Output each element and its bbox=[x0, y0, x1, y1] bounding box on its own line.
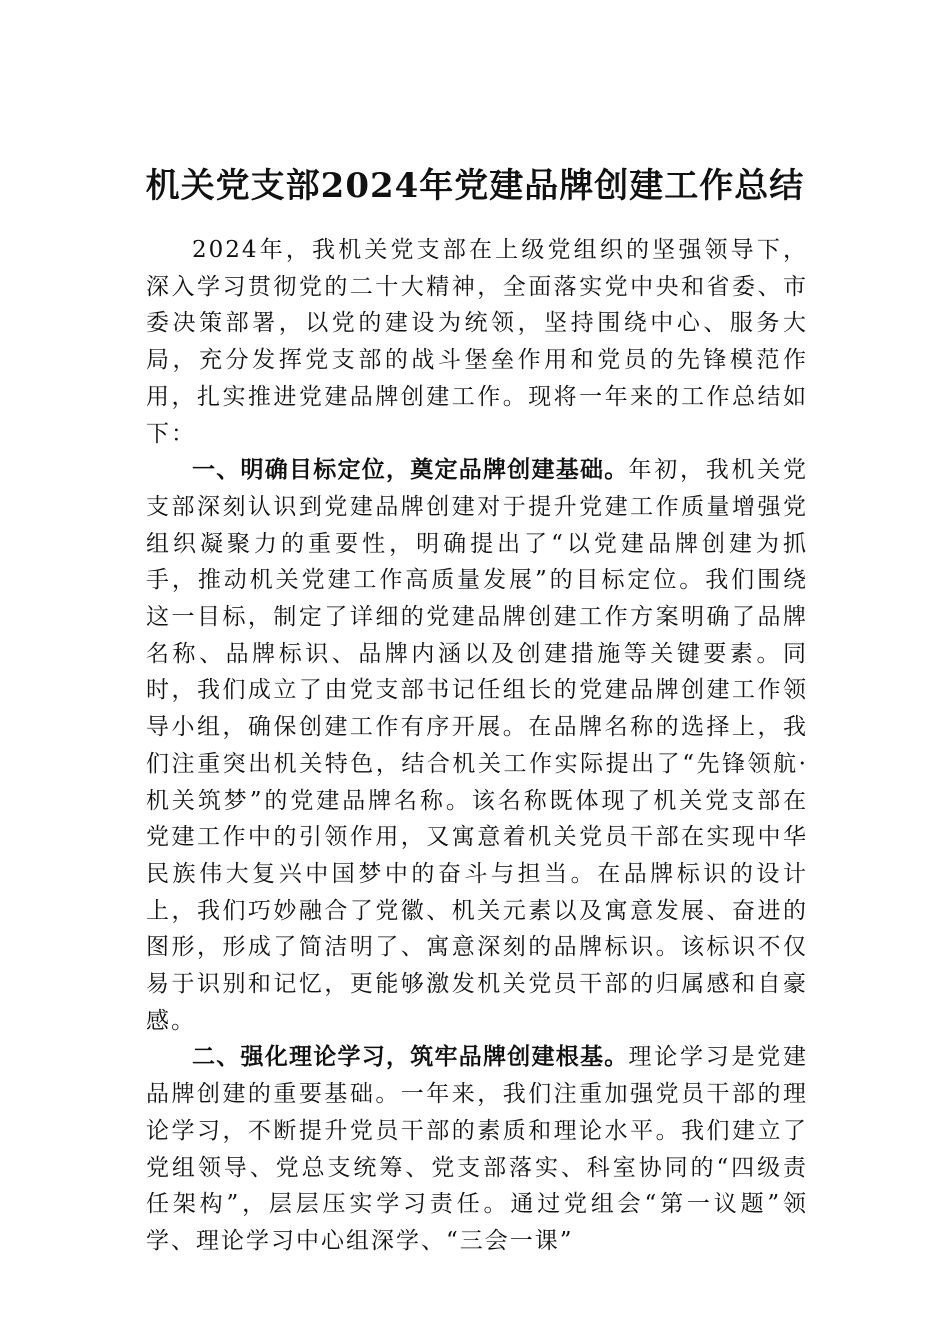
document-body bbox=[146, 232, 808, 1260]
document-title: 机关党支部2024年党建品牌创建工作总结 bbox=[145, 166, 805, 206]
paragraph-text: 年初，我机关党支部深刻认识到党建品牌创建对于提升党建工作质量增强党组织凝聚力的重要性，明确提出了“以党建品牌创建为抓手，推动机关党建工作高质量发展”的目标定位。我们围绕这一目标，制定了详细的党建品牌创建工作方案明确了品牌名称、品牌标识、品牌内涵以及创建措施等关键要素。同时，我们成立了由党支部书记任组长的党建品牌创建工作领导小组，确保创建工作有序开展。在品牌名称的选择上，我们注重突出机关特色，结合机关工作实际提出了“先锋领航·机关筑梦”的党建品牌名称。该名称既体现了机关党支部在党建工作中的引领作用，又寓意着机关党员干部在实现中华民族伟大复兴中国梦中的奋斗与担当。在品牌标识的设计上，我们巧妙融合了党徽、机关元素以及寓意发展、奋进的图形，形成了简洁明了、寓意深刻的品牌标识。该标识不仅易于识别和记忆，更能够激发机关党员干部的归属感和自豪感。 bbox=[146, 457, 808, 1034]
paragraph-section-2 bbox=[146, 1039, 808, 1259]
section-heading-1: 一、明确目标定位，奠定品牌创建基础。 bbox=[192, 457, 629, 484]
paragraph-text: 理论学习是党建品牌创建的重要基础。一年来，我们注重加强党员干部的理论学习，不断提升党员干部的素质和理论水平。我们建立了党组领导、党总支统筹、党支部落实、科室协同的“四级责任架构”，层层压实学习责任。通过党组会“第一议题”领学、理论学习中心组深学、“三会一课” bbox=[146, 1044, 808, 1254]
paragraph-section-1 bbox=[146, 452, 808, 1039]
section-heading-2: 二、强化理论学习，筑牢品牌创建根基。 bbox=[192, 1044, 629, 1071]
paragraph-intro bbox=[146, 232, 808, 452]
paragraph-text: 2024年，我机关党支部在上级党组织的坚强领导下，深入学习贯彻党的二十大精神，全面落实党中央和省委、市委决策部署，以党的建设为统领，坚持围绕中心、服务大局，充分发挥党支部的战斗堡垒作用和党员的先锋模范作用，扎实推进党建品牌创建工作。现将一年来的工作总结如下： bbox=[146, 237, 808, 447]
